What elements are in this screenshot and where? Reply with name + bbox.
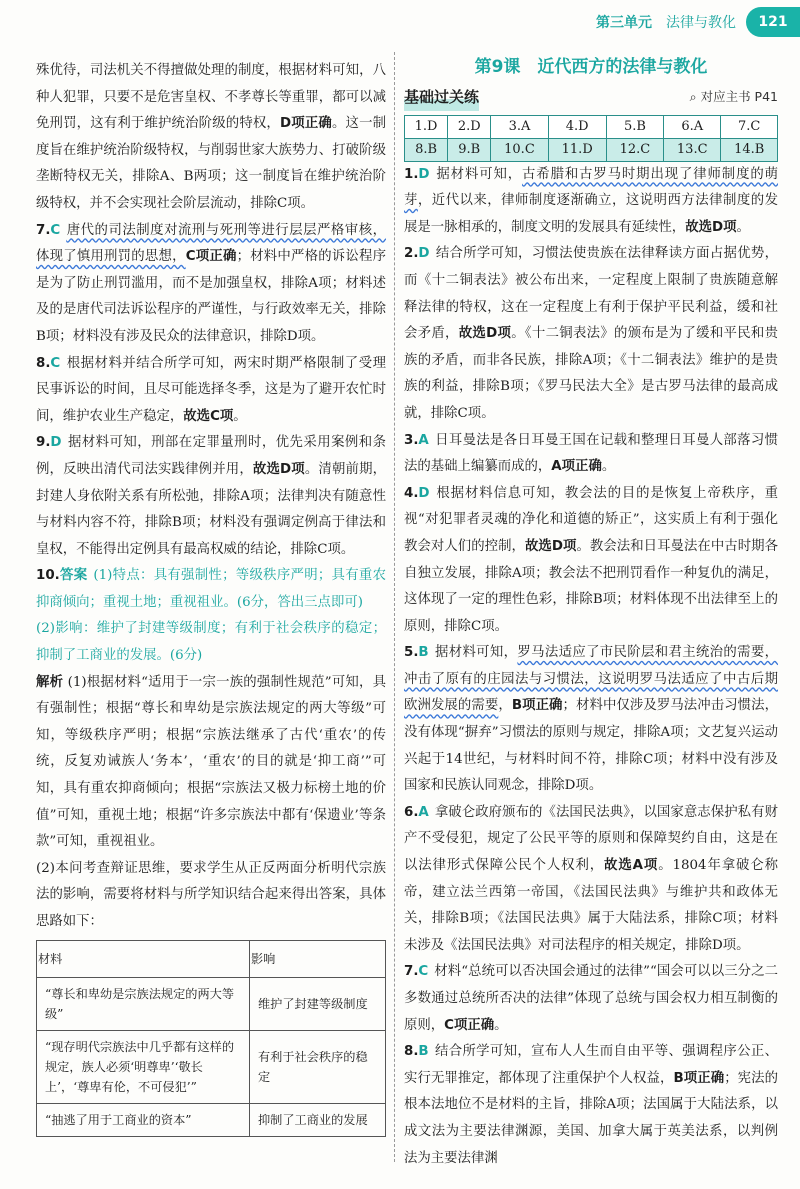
answer-9: 9.D 据材料可知，刑部在定罪量刑时，优先采用案例和条例，反映出清代司法实践律例并用，故选D项。清朝前期，封建人身依附关系有所松弛，排除A项；法律判决有随意性与材料内容不符，排除B项；材料没有强调定例高于律法和皇权，不能得出定例具有最高权威的结论，排除C项。	[36, 435, 387, 557]
right-column	[404, 58, 778, 1172]
unit-label: 第三单元	[596, 15, 652, 31]
section-title: 基础过关练	[404, 84, 479, 111]
answer-key-table	[404, 115, 778, 162]
answer-r1: 1.D 据材料可知，古希腊和古罗马时期出现了律师制度的萌芽，近代以来，律师制度逐渐确立，这说明西方法律制度的发展是一脉相承的，制度文明的发展具有延续性，故选D项。	[404, 166, 779, 235]
table-header-material: 材料	[37, 940, 250, 977]
answer-r7: 7.C 材料“总统可以否决国会通过的法律”“国会可以以三分之二多数通过总统所否决的法律”体现了总统与国会权力相互制衡的原则，C项正确。	[404, 964, 778, 1033]
answer-r8: 8.B 结合所学可知，宣布人人生而自由平等、强调程序公正、实行无罪推定，都体现了注重保护个人权益，B项正确；宪法的根本法地位不是材料的主旨，排除A项；法国属于大陆法系，以成文法为主要法律渊源，美国、加拿大属于英美法系，以判例法为主要法律渊	[404, 1044, 778, 1166]
left-column	[36, 58, 386, 1137]
table-row: “现存明代宗族法中几乎都有这样的规定，族人必须‘明尊卑’‘敬长上’，‘尊卑有伦，不可侵犯’” 有利于社会秩序的稳定	[37, 1030, 386, 1103]
answer-r5: 5.B 据材料可知，罗马法适应了市民阶层和君主统治的需要，冲击了原有的庄园法与习惯法，这说明罗马法适应了中古后期欧洲发展的需要，B项正确；材料中仅涉及罗马法冲击习惯法，没有体现“摒弃”习惯法的原则与规定，排除A项；文艺复兴运动兴起于14世纪，与材料时间不符，排除C项；材料中没有涉及国家和民族认同观念，排除D项。	[404, 645, 779, 794]
table-row: “尊长和卑幼是宗族法规定的两大等级” 维护了封建等级制度	[37, 977, 386, 1030]
answer-10: 10.答案 (1)特点：具有强制性；等级秩序严明；具有重农抑商倾向；重视土地；重视祖业。(6分，答出三点即可)	[36, 568, 386, 610]
table-row: “抽逃了用于工商业的资本” 抑制了工商业的发展	[37, 1103, 386, 1136]
answer-7: 7.C 唐代的司法制度对流刑与死刑等进行层层严格审核，体现了慎用刑罚的思想，C项正确；材料中严格的诉讼程序是为了防止刑罚滥用，而不是加强皇权，排除A项；材料述及的是唐代司法诉讼程序的严谨性，与行政效率无关，排除B项；材料没有涉及民众的法律意识，排除D项。	[36, 222, 387, 344]
table-header-impact: 影响	[250, 940, 386, 977]
book-reference: ⌕ 对应主书 P41	[689, 89, 778, 104]
answer-8: 8.C 根据材料并结合所学可知，两宋时期严格限制了受理民事诉讼的时间，且尽可能选择冬季，这是为了避开农忙时间，维护农业生产稳定，故选C项。	[36, 355, 386, 424]
answer-r3: 3.A 日耳曼法是各日耳曼王国在记载和整理日耳曼人部落习惯法的基础上编纂而成的，A项正确。	[404, 432, 778, 475]
intro-paragraph: 殊优待，司法机关不得擅做处理的制度，根据材料可知，八种人犯罪，只要不是危害皇权、不孝尊长等重罪，都可以减免刑罚，这有利于维护统治阶级的特权，D项正确。这一制度旨在维护统治阶级特权，与削弱世家大族势力、打破阶级垄断特权无关，排除A、B两项；这一制度旨在维护统治阶级特权，并不会实现社会阶层流动，排除C项。	[36, 63, 387, 211]
answer-r6: 6.A 拿破仑政府颁布的《法国民法典》，以国家意志保护私有财产不受侵犯，规定了公民平等的原则和保障契约自由，这是在以法律形式保障公民个人权利，故选A项。1804年拿破仑称帝，建立法兰西第一帝国，《法国民法典》与维护共和政体无关，排除B项；《法国民法典》属于大陆法系，排除C项；材料未涉及《法国民法典》对司法程序的相关规定，排除D项。	[404, 804, 778, 953]
analysis-10-part2: (2)本问考查辩证思维，要求学生从正反两面分析明代宗族法的影响，需要将材料与所学知识结合起来得出答案，具体思路如下：	[36, 860, 386, 929]
section-bar	[404, 84, 778, 111]
answer-r4: 4.D 根据材料信息可知，教会法的目的是恢复上帝秩序，重视“对犯罪者灵魂的净化和道德的矫正”，这实质上有利于强化教会对人们的控制，故选D项。教会法和日耳曼法在中古时期各自独立发展，排除A项；教会法不把刑罚看作一种复仇的满足，这体现了一定的理性色彩，排除B项；材料体现不出法律至上的原则，排除C项。	[404, 485, 779, 634]
table-row: 8.B 9.B 10.C 11.D 12.C 13.C 14.B	[405, 138, 778, 161]
column-divider	[394, 52, 395, 1162]
analysis-table	[36, 940, 386, 1137]
page-number: 121	[746, 7, 800, 37]
page-header	[596, 0, 800, 44]
lesson-title: 第9课 近代西方的法律与教化	[474, 57, 708, 77]
answer-10-part2: (2)影响：维护了封建等级制度；有利于社会秩序的稳定；抑制了工商业的发展。(6分)	[36, 621, 386, 664]
answer-r2: 2.D 结合所学可知，习惯法使贵族在法律释读方面占据优势，而《十二铜表法》被公布出来，一定程度上限制了贵族随意解释法律的特权，这在一定程度上有利于保护平民利益，缓和社会矛盾，故选D项。《十二铜表法》的颁布是为了缓和平民和贵族的矛盾，而非各民族，排除A项；《十二铜表法》维护的是贵族的利益，排除B项；《罗马民法大全》是古罗马法律的最高成就，排除C项。	[404, 246, 778, 421]
table-row: 1.D 2.D 3.A 4.D 5.B 6.A 7.C	[405, 115, 778, 138]
topic-label: 法律与教化	[666, 15, 736, 31]
analysis-10: 解析 (1)根据材料“适用于一宗一族的强制性规范”可知，具有强制性；根据“尊长和卑幼是宗族法规定的两大等级”可知，等级秩序严明；根据“宗族法继承了古代‘重农’的传统，反复劝诫族人‘务本’，‘重农’的目的就是‘抑工商’”可知，具有重农抑商倾向；根据“宗族法又极力标榜土地的价值”可知，重视土地；根据“许多宗族法中都有‘保遗业’等条款”可知，重视祖业。	[36, 674, 386, 850]
search-icon: ⌕	[689, 89, 697, 104]
